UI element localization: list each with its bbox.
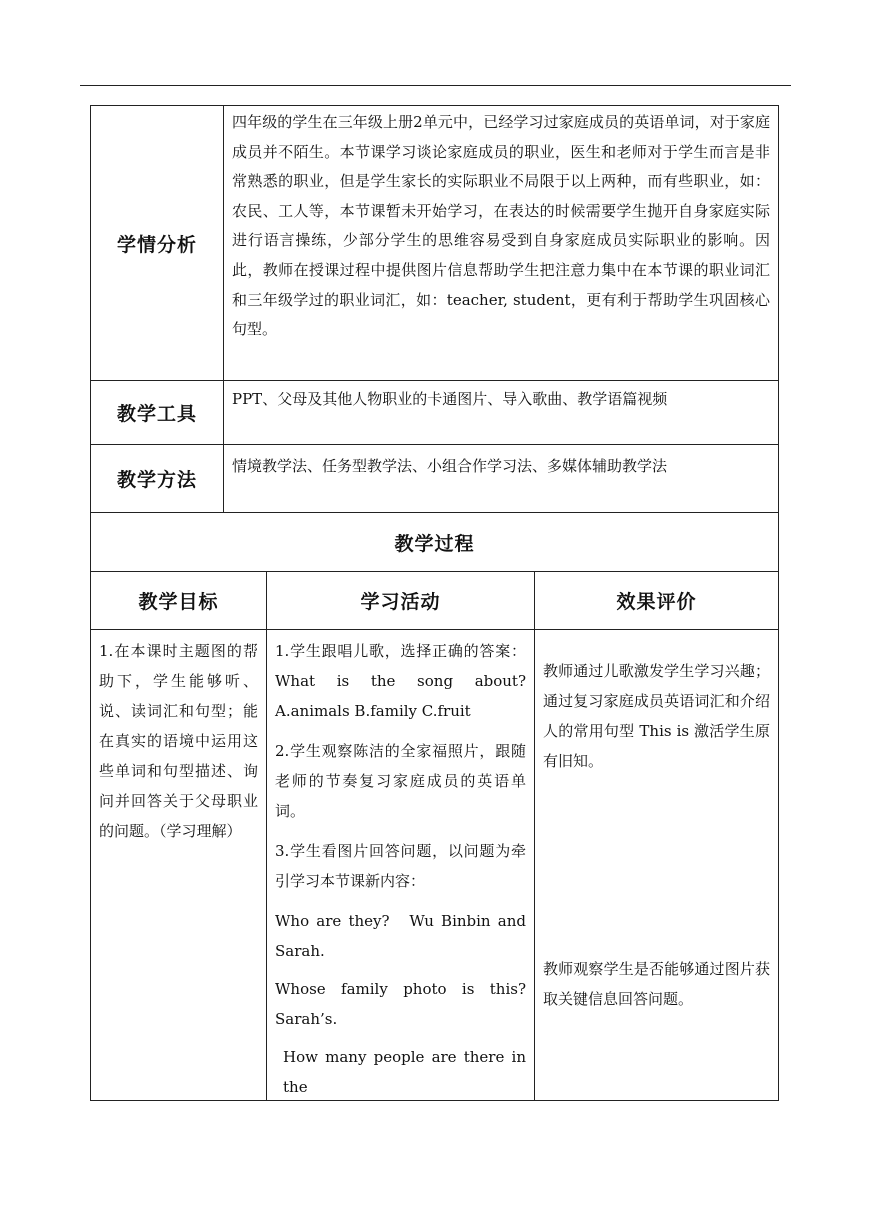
activities-column xyxy=(267,630,535,1100)
analysis-label: 学情分析 xyxy=(91,106,224,380)
header-evaluation: 效果评价 xyxy=(616,591,697,613)
evaluation-1: 教师通过儿歌激发学生学习兴趣；通过复习家庭成员英语词汇和介绍人的常用句型 This is 激活学生原有旧知。 xyxy=(543,662,770,770)
header-goal: 教学目标 xyxy=(91,572,267,629)
activity-question-1: Who are they? Wu Binbin and Sarah. xyxy=(275,912,526,960)
methods-text: 情境教学法、任务型教学法、小组合作学习法、多媒体辅助教学法 xyxy=(232,457,668,475)
evaluation-column xyxy=(535,630,778,1100)
methods-row xyxy=(91,445,778,513)
activity-3: 3.学生看图片回答问题，以问题为牵引学习本节课新内容： xyxy=(275,842,526,890)
methods-label: 教学方法 xyxy=(91,445,224,512)
tools-row xyxy=(91,381,778,445)
analysis-row xyxy=(91,106,778,381)
header-activity: 学习活动 xyxy=(267,572,535,629)
activity-question-2: Whose family photo is this? Sarah’s. xyxy=(275,980,526,1028)
process-body-row xyxy=(91,630,778,1100)
header-rule xyxy=(80,85,791,86)
lesson-plan-table xyxy=(90,105,779,1101)
goal-text xyxy=(91,630,267,1100)
activity-question-3: How many people are there in the xyxy=(283,1048,526,1096)
process-title: 教学过程 xyxy=(394,532,475,555)
tools-label: 教学工具 xyxy=(91,381,224,444)
activity-1: 1.学生跟唱儿歌，选择正确的答案： What is the song about? A.animals B.family C.fruit xyxy=(275,642,526,720)
process-title-row xyxy=(91,513,778,572)
goal-paragraph: 1.在本课时主题图的帮助下，学生能够听、说、读词汇和句型；能在真实的语境中运用这些单词和句型描述、询问并回答关于父母职业的问题。（学习理解） xyxy=(99,642,258,840)
activity-2: 2.学生观察陈洁的全家福照片，跟随老师的节奏复习家庭成员的英语单词。 xyxy=(275,742,526,820)
tools-text: PPT、父母及其他人物职业的卡通图片、导入歌曲、教学语篇视频 xyxy=(232,390,668,408)
evaluation-2: 教师观察学生是否能够通过图片获取关键信息回答问题。 xyxy=(543,960,770,1008)
analysis-text: 四年级的学生在三年级上册2单元中，已经学习过家庭成员的英语单词，对于家庭成员并不陌生。本节课学习谈论家庭成员的职业，医生和老师对于学生而言是非常熟悉的职业，但是学生家长的实际职业不局限于以上两种，而有些职业，如：农民、工人等，本节课暂未开始学习，在表达的时候需要学生抛开自身家庭实际进行语言操练，少部分学生的思维容易受到自身家庭成员实际职业的影响。因此，教师在授课过程中提供图片信息帮助学生把注意力集中在本节课的职业词汇和三年级学过的职业词汇，如：teacher, student，更有利于帮助学生巩固核心句型。 xyxy=(232,113,770,339)
process-header-row xyxy=(91,572,778,630)
